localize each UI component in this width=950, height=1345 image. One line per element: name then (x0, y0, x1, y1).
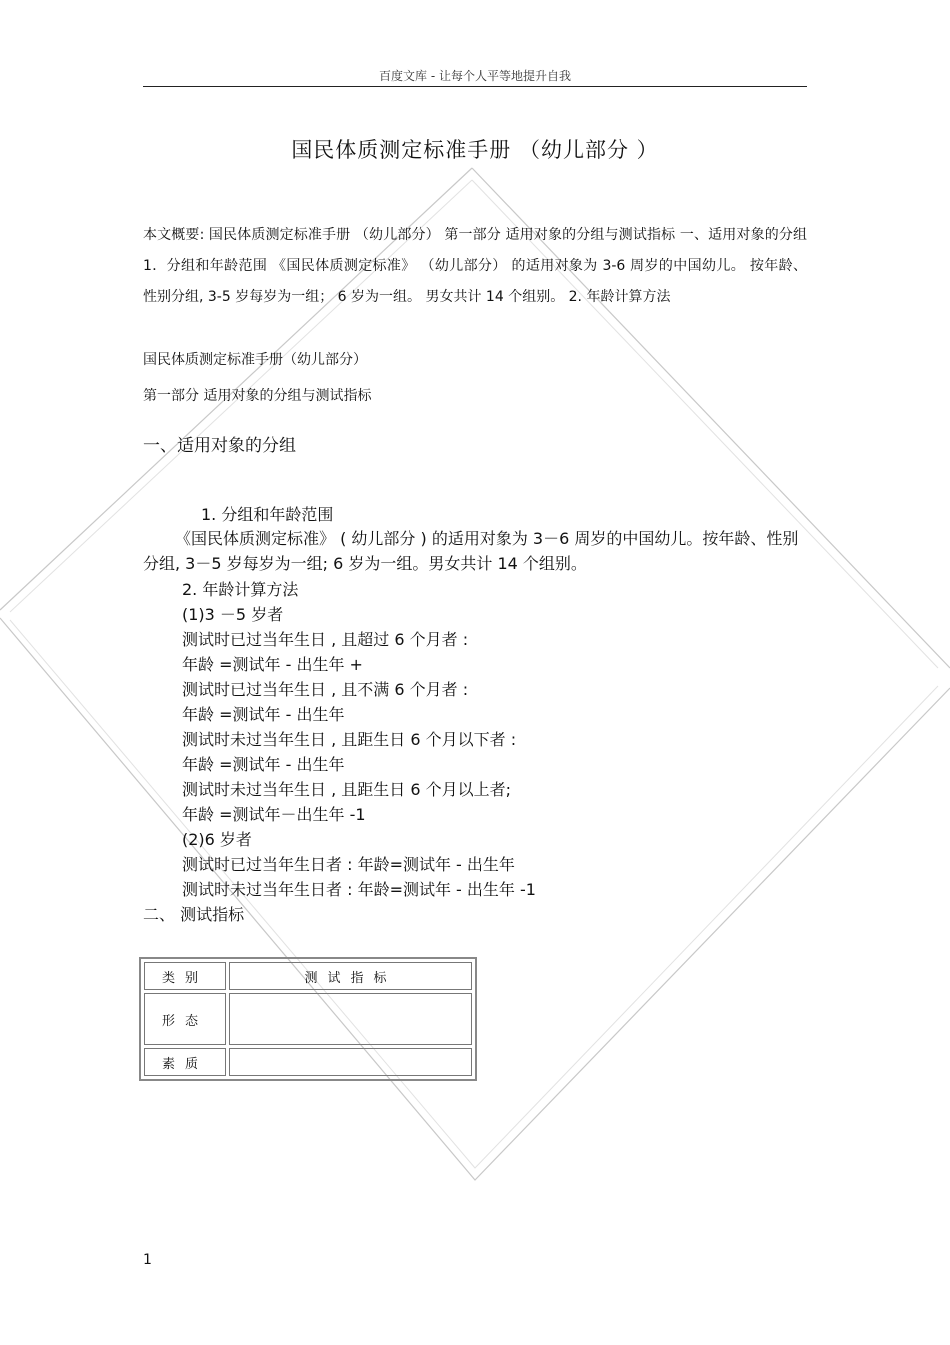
table-header-metrics: 测试指标 (229, 962, 472, 990)
rule-line: 测试时已过当年生日 , 且超过 6 个月者 : (182, 630, 469, 649)
table-row (144, 1048, 472, 1076)
rule-line: 测试时已过当年生日者 : 年龄=测试年 - 出生年 (182, 855, 515, 874)
rule-line: 测试时已过当年生日 , 且不满 6 个月者 : (182, 680, 469, 699)
abstract-summary: 本文概要: 国民体质测定标准手册 （幼儿部分） 第一部分 适用对象的分组与测试指标 一、适用对象的分组 1．分组和年龄范围 《国民体质测定标准》 （幼儿部分） 的适用对象为 3-6 周岁的中国幼儿。 按年龄、 性别分组, 3-5 岁每岁为一组； 6 岁为一组。 男女共计 14 个组别。 2. 年龄计算方法 (143, 227, 807, 305)
table-row (144, 993, 472, 1045)
page-header: 百度文库 - 让每个人平等地提升自我 (379, 69, 571, 83)
rule-line: 测试时未过当年生日 , 且距生日 6 个月以下者 : (182, 730, 517, 749)
rule-line: 年龄 =测试年－出生年 -1 (182, 805, 366, 824)
table-cell-metrics (229, 993, 472, 1045)
doc-title-line: 国民体质测定标准手册（幼儿部分） (143, 352, 367, 368)
section-two-heading: 二、 测试指标 (143, 905, 245, 924)
subheading-age-calc: 2. 年龄计算方法 (182, 580, 299, 599)
part-one-heading: 第一部分 适用对象的分组与测试指标 (143, 388, 372, 404)
header-divider (143, 86, 807, 87)
rule-line: 年龄 =测试年 - 出生年 + (182, 655, 363, 674)
section-one-heading: 一、适用对象的分组 (143, 436, 296, 456)
table-cell-category: 素质 (144, 1048, 226, 1076)
table-header-category: 类别 (144, 962, 226, 990)
document-title: 国民体质测定标准手册 （幼儿部分 ） (291, 138, 659, 162)
rule-line: 年龄 =测试年 - 出生年 (182, 755, 345, 774)
rule-line: 测试时未过当年生日 , 且距生日 6 个月以上者; (182, 780, 512, 799)
grouping-paragraph: 《国民体质测定标准》 ( 幼儿部分 ) 的适用对象为 3－6 周岁的中国幼儿。按年龄、性别分组, 3－5 岁每岁为一组; 6 岁为一组。男女共计 14 个组别。 (143, 529, 799, 573)
rule-line: 测试时未过当年生日者 : 年龄=测试年 - 出生年 -1 (182, 880, 536, 899)
rule-line: (1)3 －5 岁者 (182, 605, 284, 624)
table-cell-metrics (229, 1048, 472, 1076)
table-cell-category: 形态 (144, 993, 226, 1045)
metrics-table (139, 957, 477, 1081)
page-number: 1 (143, 1252, 152, 1268)
rule-line: 年龄 =测试年 - 出生年 (182, 705, 345, 724)
subheading-grouping: 1. 分组和年龄范围 (201, 505, 334, 524)
rule-line: (2)6 岁者 (182, 830, 252, 849)
